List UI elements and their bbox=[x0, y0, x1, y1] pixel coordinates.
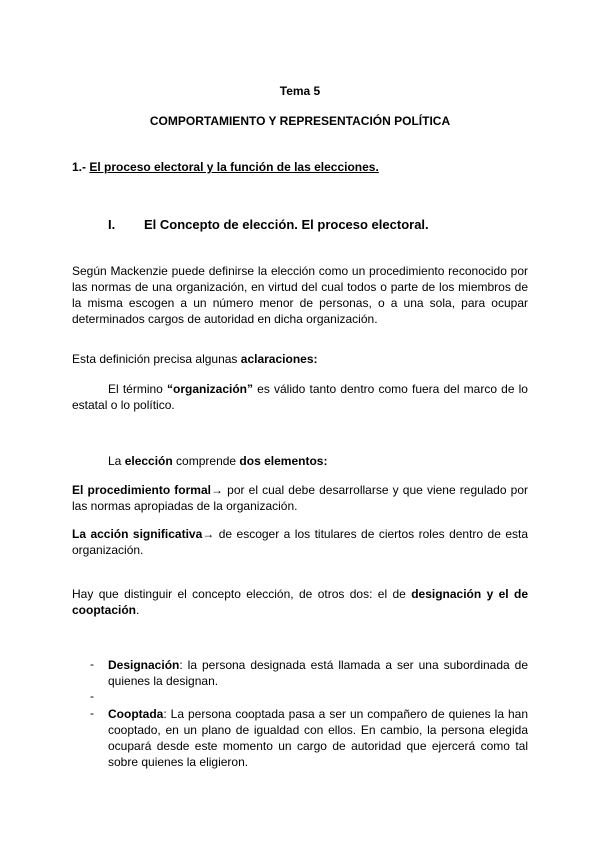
paragraph-dos-elementos: La elección comprende dos elementos: bbox=[108, 454, 328, 468]
page-title: COMPORTAMIENTO Y REPRESENTACIÓN POLÍTICA bbox=[149, 114, 451, 128]
list-bullet-2: - bbox=[90, 689, 94, 703]
paragraph-definition: Según Mackenzie puede definirse la elección como un procedimiento reconocido por las normas de una organización, en virtud del cual todos o parte de los miembros de la misma escogen a un número menor de personas, o a una sola, para ocupar determinados cargos de autoridad en dicha organización. bbox=[72, 264, 528, 326]
list-item-designacion: Designación: la persona designada está llamada a ser una subordinada de quienes la designan. bbox=[108, 658, 528, 688]
paragraph-accion-significativa: La acción significativa→ de escoger a los titulares de ciertos roles dentro de esta organización. bbox=[72, 527, 529, 557]
section-title: El proceso electoral y la función de las elecciones. bbox=[89, 160, 379, 174]
section-heading bbox=[72, 160, 379, 174]
subsection-title: El Concepto de elección. El proceso electoral. bbox=[144, 217, 429, 232]
list-bullet-3: - bbox=[90, 706, 94, 720]
list-item-cooptada: Cooptada: La persona cooptada pasa a ser un compañero de quienes la han cooptado, en un plano de igualdad con ellos. En cambio, la persona elegida ocupará desde este momento un cargo de autoridad que ejercerá como tal sobre quienes la eligieron. bbox=[108, 707, 528, 769]
paragraph-distinguir: Hay que distinguir el concepto elección, de otros dos: el de designación y el de cooptación. bbox=[72, 587, 528, 617]
section-number: 1.- bbox=[72, 160, 87, 174]
tema-label: Tema 5 bbox=[279, 84, 321, 98]
paragraph-aclaraciones: Esta definición precisa algunas aclaraciones: bbox=[72, 352, 318, 366]
paragraph-procedimiento-formal: El procedimiento formal→ por el cual debe desarrollarse y que viene regulado por las normas apropiadas de la organización. bbox=[72, 483, 529, 513]
subsection-roman: I. bbox=[108, 217, 116, 232]
list-bullet-1: - bbox=[90, 657, 94, 671]
paragraph-organizacion: El término “organización” es válido tanto dentro como fuera del marco de lo estatal o lo político. bbox=[72, 382, 528, 412]
